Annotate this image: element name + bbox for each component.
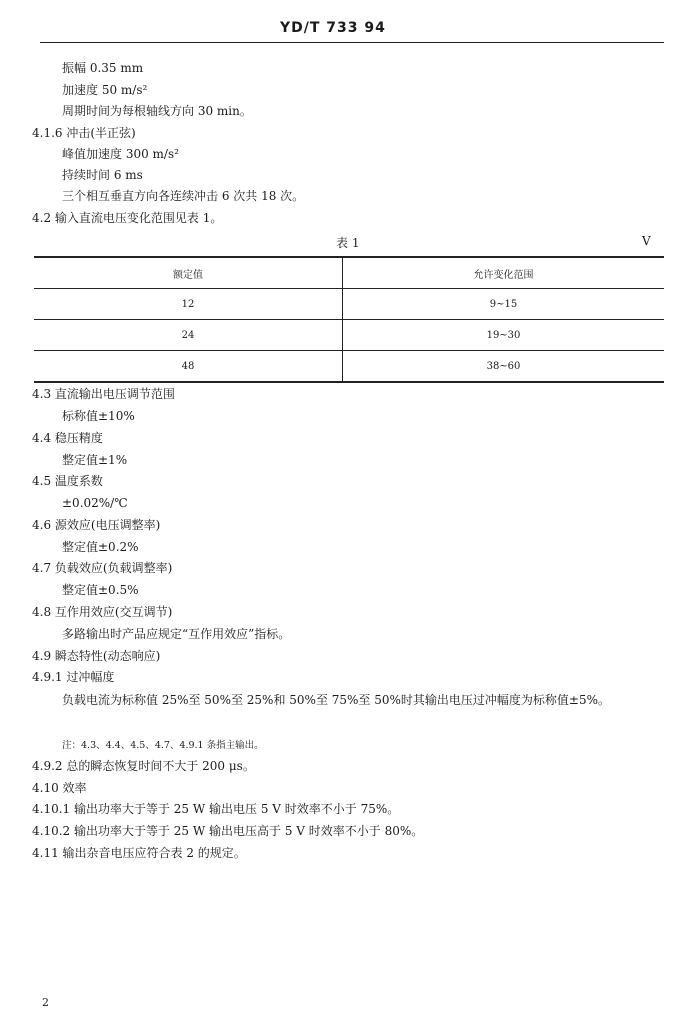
section-4-4-text: 整定值±1%: [62, 453, 128, 467]
section-4-7: 4.7 负载效应(负载调整率): [32, 561, 173, 575]
section-4-7-text: 整定值±0.5%: [62, 583, 139, 597]
duration-line: 持续时间 6 ms: [62, 168, 143, 182]
header-rule: [40, 42, 664, 43]
range-cell: 19~30: [343, 320, 665, 351]
section-4-6: 4.6 源效应(电压调整率): [32, 518, 161, 532]
section-4-5: 4.5 温度系数: [32, 474, 103, 488]
shock-directions-line: 三个相互垂直方向各连续冲击 6 次共 18 次。: [62, 189, 305, 203]
rated-value-cell: 48: [34, 351, 343, 383]
section-4-3-text: 标称值±10%: [62, 409, 135, 423]
section-4-8: 4.8 互作用效应(交互调节): [32, 605, 173, 619]
section-4-2: 4.2 输入直流电压变化范围见表 1。: [32, 211, 223, 225]
note-line: 注：4.3、4.4、4.5、4.7、4.9.1 条指主输出。: [62, 740, 264, 751]
section-4-9: 4.9 瞬态特性(动态响应): [32, 649, 161, 663]
page-number: 2: [42, 996, 49, 1009]
standard-number: YD/T 733 94: [280, 20, 386, 36]
section-4-9-1-text: 负载电流为标称值 25%至 50%至 25%和 50%至 75%至 50%时其输出电压过冲幅度为标称值±5%。: [62, 693, 611, 707]
section-4-10-1: 4.10.1 输出功率大于等于 25 W 输出电压 5 V 时效率不小于 75%。: [32, 802, 400, 816]
section-4-8-text: 多路输出时产品应规定“互作用效应”指标。: [62, 627, 291, 641]
cycle-time-line: 周期时间为每根轴线方向 30 min。: [62, 104, 252, 118]
rated-value-cell: 12: [34, 289, 343, 320]
amplitude-line: 振幅 0.35 mm: [62, 61, 144, 75]
section-4-9-1: 4.9.1 过冲幅度: [32, 670, 115, 684]
range-cell: 9~15: [343, 289, 665, 320]
section-4-10: 4.10 效率: [32, 781, 87, 795]
section-4-9-2: 4.9.2 总的瞬态恢复时间不大于 200 μs。: [32, 759, 255, 773]
header-rated-value: 额定值: [34, 257, 343, 289]
table-unit: V: [642, 234, 651, 248]
rated-value-cell: 24: [34, 320, 343, 351]
table-header-row: [34, 257, 664, 289]
section-4-4: 4.4 稳压精度: [32, 431, 103, 445]
section-4-1-6: 4.1.6 冲击(半正弦): [32, 126, 136, 140]
table-row: [34, 289, 664, 320]
range-cell: 38~60: [343, 351, 665, 383]
voltage-range-table: [34, 256, 664, 383]
section-4-5-text: ±0.02%/℃: [62, 496, 128, 510]
acceleration-line: 加速度 50 m/s²: [62, 83, 148, 97]
table-row: [34, 351, 664, 383]
header-allowed-range: 允许变化范围: [343, 257, 665, 289]
table-caption: 表 1: [336, 236, 360, 250]
section-4-3: 4.3 直流输出电压调节范围: [32, 387, 175, 401]
section-4-10-2: 4.10.2 输出功率大于等于 25 W 输出电压高于 5 V 时效率不小于 80%。: [32, 824, 424, 838]
section-4-6-text: 整定值±0.2%: [62, 540, 139, 554]
table-row: [34, 320, 664, 351]
peak-acceleration-line: 峰值加速度 300 m/s²: [62, 147, 179, 161]
section-4-11: 4.11 输出杂音电压应符合表 2 的规定。: [32, 846, 246, 860]
